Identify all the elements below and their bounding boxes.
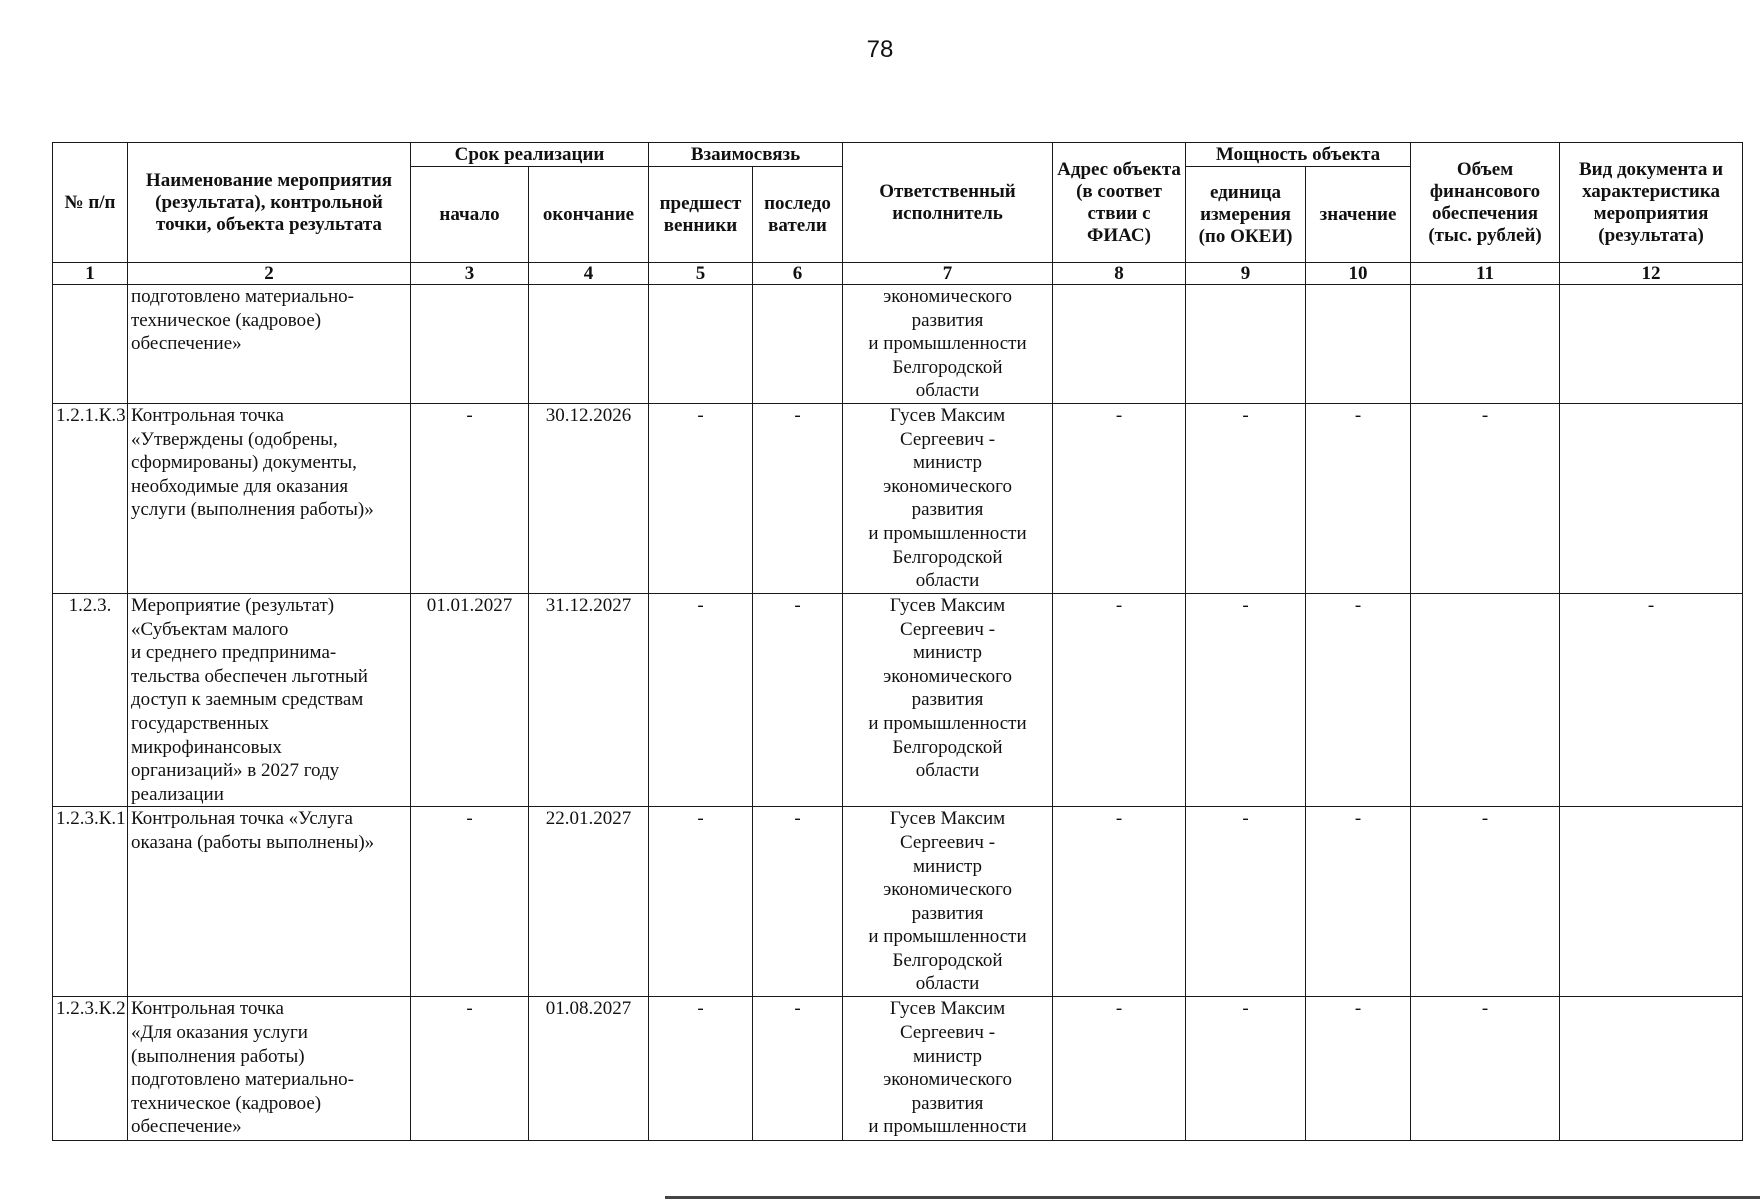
responsible-cell-line: Сергеевич - [900, 831, 996, 853]
column-number: 12 [1560, 263, 1743, 285]
responsible-cell [843, 285, 1053, 404]
value-cell: - [1306, 807, 1411, 997]
responsible-cell-line: области [915, 973, 980, 995]
responsible-cell-line: Белгородской [892, 949, 1003, 971]
column-number: 4 [529, 263, 649, 285]
end-date-cell: 22.01.2027 [529, 807, 649, 997]
address-cell [1053, 285, 1186, 404]
event-name-cell-line: организаций» в 2027 году [131, 760, 340, 782]
address-cell: - [1053, 403, 1186, 593]
responsible-cell-line: Гусев Максим [889, 998, 1006, 1020]
value-cell: - [1306, 593, 1411, 806]
value-cell: - [1306, 997, 1411, 1141]
responsible-cell-line: Сергеевич - [900, 618, 996, 640]
event-name-cell-line: оказана (работы выполнены)» [131, 831, 375, 853]
event-name-cell-line: «Для оказания услуги [131, 1021, 308, 1043]
column-number: 2 [128, 263, 411, 285]
header-value: значение [1306, 167, 1411, 263]
responsible-cell-line: Гусев Максим [889, 404, 1006, 426]
event-name-cell-line: необходимые для оказания [131, 475, 349, 497]
responsible-cell-line: и промышленности [868, 1116, 1027, 1138]
value-cell: - [1306, 403, 1411, 593]
plan-table [52, 142, 1743, 1141]
responsible-cell [843, 997, 1053, 1141]
event-name-cell-line: реализации [131, 783, 224, 805]
responsible-cell-line: области [915, 570, 980, 592]
column-number: 8 [1053, 263, 1186, 285]
start-date-cell: - [411, 997, 529, 1141]
responsible-cell [843, 593, 1053, 806]
event-name-cell-line: Контрольная точка «Услуга [131, 808, 353, 830]
column-number: 3 [411, 263, 529, 285]
start-date-cell: 01.01.2027 [411, 593, 529, 806]
responsible-cell-line: экономического [883, 286, 1012, 307]
responsible-cell-line: развития [911, 689, 984, 711]
row-number-cell [53, 285, 128, 404]
successors-cell: - [753, 403, 843, 593]
event-name-cell-line: тельства обеспечен льготный [131, 665, 368, 687]
header-link: Взаимосвязь [649, 143, 843, 167]
successors-cell [753, 285, 843, 404]
responsible-cell-line: экономического [883, 665, 1012, 687]
predecessors-cell: - [649, 593, 753, 806]
column-number: 1 [53, 263, 128, 285]
responsible-cell-line: Белгородской [892, 356, 1003, 378]
event-name-cell [128, 807, 411, 997]
responsible-cell-line: области [915, 760, 980, 782]
header-term-end: окончание [529, 167, 649, 263]
responsible-cell-line: Сергеевич - [900, 1021, 996, 1043]
table-row [53, 593, 1743, 806]
responsible-cell-line: экономического [883, 475, 1012, 497]
header-finance: Объем финансового обеспечения (тыс. рублей) [1411, 143, 1560, 263]
header-doc: Вид документа и характеристика мероприятия (результата) [1560, 143, 1743, 263]
table-row [53, 403, 1743, 593]
header-link-prev: предшест венники [649, 167, 753, 263]
finance-cell [1411, 593, 1560, 806]
column-number: 9 [1186, 263, 1306, 285]
row-number-cell: 1.2.3. [53, 593, 128, 806]
start-date-cell [411, 285, 529, 404]
document-cell [1560, 997, 1743, 1141]
header-responsible: Ответственный исполнитель [843, 143, 1053, 263]
column-number: 6 [753, 263, 843, 285]
responsible-cell-line: развития [911, 1092, 984, 1114]
event-name-cell-line: техническое (кадровое) [131, 1092, 322, 1114]
responsible-cell-line: экономического [883, 879, 1012, 901]
event-name-cell [128, 403, 411, 593]
responsible-cell-line: и промышленности [868, 712, 1027, 734]
column-number: 7 [843, 263, 1053, 285]
start-date-cell: - [411, 403, 529, 593]
event-name-cell-line: Контрольная точка [131, 998, 284, 1020]
event-name-cell-line: «Утверждены (одобрены, [131, 428, 338, 450]
document-cell: - [1560, 593, 1743, 806]
header-address: Адрес объекта (в соответ ствии с ФИАС) [1053, 143, 1186, 263]
address-cell: - [1053, 807, 1186, 997]
event-name-cell-line: Мероприятие (результат) [131, 594, 335, 616]
event-name-cell [128, 997, 411, 1141]
event-name-cell-line: сформированы) документы, [131, 452, 357, 474]
responsible-cell [843, 403, 1053, 593]
event-name-cell-line: подготовлено материально- [131, 286, 354, 307]
responsible-cell-line: области [915, 380, 980, 402]
responsible-cell-line: Гусев Максим [889, 808, 1006, 830]
header-term: Срок реализации [411, 143, 649, 167]
event-name-cell-line: подготовлено материально- [131, 1069, 354, 1091]
finance-cell: - [1411, 403, 1560, 593]
event-name-cell-line: Контрольная точка [131, 404, 284, 426]
address-cell: - [1053, 593, 1186, 806]
unit-cell: - [1186, 593, 1306, 806]
document-cell [1560, 807, 1743, 997]
header-name: Наименование мероприятия (результата), контрольной точки, объекта результата [128, 143, 411, 263]
unit-cell: - [1186, 403, 1306, 593]
responsible-cell-line: министр [913, 642, 983, 664]
column-number: 10 [1306, 263, 1411, 285]
responsible-cell-line: Белгородской [892, 546, 1003, 568]
responsible-cell-line: экономического [883, 1069, 1012, 1091]
predecessors-cell: - [649, 997, 753, 1141]
row-number-cell: 1.2.3.К.2 [53, 997, 128, 1141]
event-name-cell-line: микрофинансовых [131, 736, 282, 758]
responsible-cell-line: Белгородской [892, 736, 1003, 758]
event-name-cell [128, 593, 411, 806]
document-cell [1560, 403, 1743, 593]
event-name-cell-line: услуги (выполнения работы)» [131, 499, 374, 521]
event-name-cell-line: (выполнения работы) [131, 1045, 305, 1067]
end-date-cell: 31.12.2027 [529, 593, 649, 806]
responsible-cell-line: и промышленности [868, 333, 1027, 355]
end-date-cell [529, 285, 649, 404]
successors-cell: - [753, 997, 843, 1141]
address-cell: - [1053, 997, 1186, 1141]
end-date-cell: 30.12.2026 [529, 403, 649, 593]
page-number: 78 [866, 36, 894, 63]
table-body [53, 285, 1743, 1141]
column-number: 5 [649, 263, 753, 285]
event-name-cell-line: обеспечение» [131, 1116, 242, 1138]
finance-cell: - [1411, 997, 1560, 1141]
header-capacity: Мощность объекта [1186, 143, 1411, 167]
end-date-cell: 01.08.2027 [529, 997, 649, 1141]
value-cell [1306, 285, 1411, 404]
finance-cell: - [1411, 807, 1560, 997]
header-link-next: последо ватели [753, 167, 843, 263]
event-name-cell-line: «Субъектам малого [131, 618, 289, 640]
finance-cell [1411, 285, 1560, 404]
row-number-cell: 1.2.3.К.1 [53, 807, 128, 997]
column-number-row [53, 263, 1743, 285]
event-name-cell-line: обеспечение» [131, 333, 242, 355]
column-number: 11 [1411, 263, 1560, 285]
responsible-cell-line: развития [911, 309, 984, 331]
responsible-cell-line: развития [911, 499, 984, 521]
unit-cell: - [1186, 807, 1306, 997]
successors-cell: - [753, 593, 843, 806]
responsible-cell-line: министр [913, 452, 983, 474]
responsible-cell-line: развития [911, 902, 984, 924]
row-number-cell: 1.2.1.К.3 [53, 403, 128, 593]
header-num: № п/п [53, 143, 128, 263]
responsible-cell-line: Гусев Максим [889, 594, 1006, 616]
unit-cell [1186, 285, 1306, 404]
responsible-cell-line: министр [913, 855, 983, 877]
event-name-cell-line: техническое (кадровое) [131, 309, 322, 331]
responsible-cell-line: и промышленности [868, 522, 1027, 544]
event-name-cell-line: и среднего предпринима- [131, 642, 337, 664]
document-cell [1560, 285, 1743, 404]
event-name-cell-line: государственных [131, 712, 270, 734]
event-name-cell-line: доступ к заемным средствам [131, 689, 364, 711]
unit-cell: - [1186, 997, 1306, 1141]
scan-edge-rule [665, 1196, 1760, 1199]
header-unit: единица измерения (по ОКЕИ) [1186, 167, 1306, 263]
header-term-start: начало [411, 167, 529, 263]
responsible-cell-line: Сергеевич - [900, 428, 996, 450]
responsible-cell [843, 807, 1053, 997]
predecessors-cell: - [649, 807, 753, 997]
table-row [53, 285, 1743, 404]
event-name-cell [128, 285, 411, 404]
responsible-cell-line: и промышленности [868, 926, 1027, 948]
table-row [53, 807, 1743, 997]
predecessors-cell [649, 285, 753, 404]
responsible-cell-line: министр [913, 1045, 983, 1067]
table-row [53, 997, 1743, 1141]
predecessors-cell: - [649, 403, 753, 593]
successors-cell: - [753, 807, 843, 997]
start-date-cell: - [411, 807, 529, 997]
table-header [53, 143, 1743, 285]
